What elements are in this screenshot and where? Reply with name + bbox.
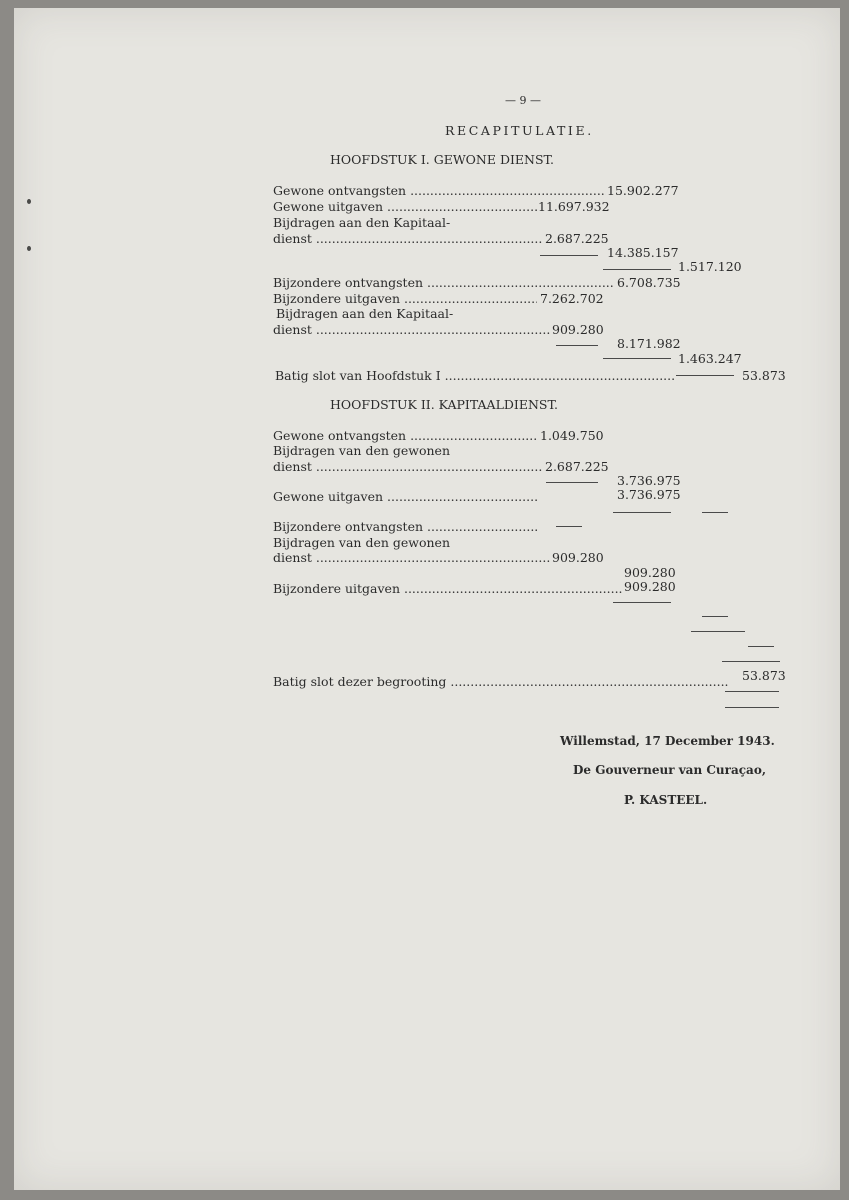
ch1-batig-slot-label: Batig slot van Hoofdstuk I ..... [275, 369, 675, 383]
sum-rule [725, 691, 779, 692]
ch2-bijdragen1-value: 2.687.225 [545, 459, 609, 474]
signature-name: P. KASTEEL. [624, 793, 708, 807]
sum-rule [702, 616, 728, 617]
ch2-gewone-ontvangsten-label: Gewone ontvangsten ..... [273, 429, 537, 443]
chapter2-heading: HOOFDSTUK II. KAPITAALDIENST. [330, 397, 558, 412]
ch2-bijzondere-uitgaven-value: 909.280 [624, 579, 676, 594]
ch2-bijdragen2-line2: dienst ..... [273, 551, 551, 565]
ch2-bijdragen2-line1: Bijdragen van den gewonen [273, 535, 450, 550]
sum-rule [613, 602, 671, 603]
signature-title: De Gouverneur van Curaçao, [573, 763, 766, 777]
ch2-bijzondere-ontvangsten-label: Bijzondere ontvangsten ..... [273, 520, 537, 534]
final-value: 53.873 [742, 668, 786, 683]
ch1-gewone-ontvangsten-label: Gewone ontvangsten ..... [273, 184, 606, 198]
ch1-bijzondere-uitgaven-label: Bijzondere uitgaven ..... [273, 292, 537, 306]
punch-hole-mark [27, 199, 31, 204]
punch-hole-mark [27, 246, 31, 251]
page-number: — 9 — [505, 94, 541, 107]
ch1-bijdragen2-line2: dienst ..... [273, 323, 551, 337]
page-title: RECAPITULATIE. [445, 123, 594, 138]
sum-rule [722, 661, 780, 662]
ch2-bijdragen1-line2: dienst ..... [273, 460, 543, 474]
sum-rule [540, 255, 598, 256]
ch1-saldo1: 1.517.120 [678, 259, 742, 274]
signature-place-date: Willemstad, 17 December 1943. [560, 734, 775, 748]
ch2-gewone-uitgaven-value: 3.736.975 [617, 487, 681, 502]
ch1-gewone-uitgaven-value: 11.697.932 [538, 199, 610, 214]
ch2-gewone-uitgaven-label: Gewone uitgaven ..... [273, 490, 537, 504]
sum-rule [556, 345, 598, 346]
ch1-bijdragen1-line2: dienst ..... [273, 232, 543, 246]
ch2-bijzondere-uitgaven-label: Bijzondere uitgaven ..... [273, 582, 622, 596]
ch2-bijdragen2-value: 909.280 [552, 550, 604, 565]
sum-rule [613, 512, 671, 513]
sum-rule [603, 269, 671, 270]
chapter1-heading: HOOFDSTUK I. GEWONE DIENST. [330, 152, 555, 167]
ch1-bijzondere-ontvangsten-value: 6.708.735 [617, 275, 681, 290]
sum-rule [725, 707, 779, 708]
ch1-subtotal1: 14.385.157 [607, 245, 679, 260]
ch1-gewone-uitgaven-label: Gewone uitgaven ..... [273, 200, 537, 214]
ch1-batig-slot-value: 53.873 [742, 368, 786, 383]
ch1-bijdragen2-value: 909.280 [552, 322, 604, 337]
ch2-subtotal1: 3.736.975 [617, 473, 681, 488]
ch2-bijdragen1-line1: Bijdragen van den gewonen [273, 443, 450, 458]
ch1-gewone-ontvangsten-value: 15.902.277 [607, 183, 679, 198]
final-label: Batig slot dezer begrooting ..... [273, 675, 729, 689]
sum-rule [603, 358, 671, 359]
ch1-bijzondere-uitgaven-value: 7.262.702 [540, 291, 604, 306]
sum-rule [702, 512, 728, 513]
sum-rule [556, 526, 582, 527]
ch2-gewone-ontvangsten-value: 1.049.750 [540, 428, 604, 443]
ch1-bijdragen2-line1: Bijdragen aan den Kapitaal- [276, 306, 454, 321]
sum-rule [676, 375, 734, 376]
ch1-subtotal2: 8.171.982 [617, 336, 681, 351]
ch1-bijdragen1-line1: Bijdragen aan den Kapitaal- [273, 215, 451, 230]
ch2-subtotal2: 909.280 [624, 565, 676, 580]
sum-rule [546, 482, 598, 483]
sum-rule [748, 646, 774, 647]
ch1-saldo2: 1.463.247 [678, 351, 742, 366]
sum-rule [691, 631, 745, 632]
ch1-bijzondere-ontvangsten-label: Bijzondere ontvangsten ..... [273, 276, 614, 290]
ch1-bijdragen1-value: 2.687.225 [545, 231, 609, 246]
